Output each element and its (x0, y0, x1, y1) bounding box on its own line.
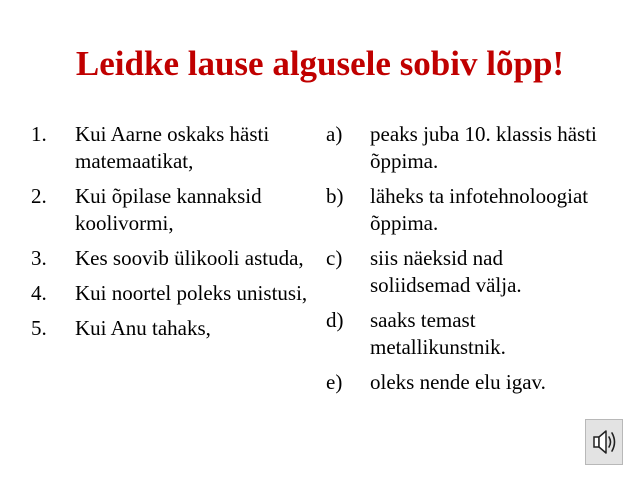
sentence-endings-list (326, 121, 598, 404)
slide-title: Leidke lause algusele sobiv lõpp! (75, 44, 565, 83)
list-item-text: Kes soovib ülikooli astuda, (75, 246, 304, 270)
list-item-text: oleks nende elu igav. (370, 370, 546, 394)
list-item-text: Kui Aarne oskaks hästi matemaatikat, (75, 122, 270, 173)
list-item-marker: a) (326, 122, 343, 146)
list-item (31, 245, 323, 272)
list-item-marker: 4. (31, 281, 47, 305)
list-item-text: peaks juba 10. klassis hästi õppima. (370, 122, 597, 173)
list-item-marker: e) (326, 370, 343, 394)
list-item (326, 369, 598, 396)
list-item-marker: b) (326, 184, 344, 208)
speaker-icon (586, 420, 622, 464)
list-item-marker: d) (326, 308, 344, 332)
list-item-text: Kui Anu tahaks, (75, 316, 211, 340)
list-item-marker: 2. (31, 184, 47, 208)
list-item-text: Kui õpilase kannaksid koolivormi, (75, 184, 262, 235)
list-item-marker: c) (326, 246, 343, 270)
list-item (326, 307, 598, 361)
sentence-beginnings-list (31, 121, 323, 350)
list-item-marker: 5. (31, 316, 47, 340)
list-item-marker: 3. (31, 246, 47, 270)
list-item-text: läheks ta infotehnoloogiat õppima. (370, 184, 589, 235)
list-item (326, 121, 598, 175)
audio-play-button[interactable] (585, 419, 623, 465)
list-item (31, 280, 323, 307)
list-item (31, 183, 323, 237)
list-item (31, 121, 323, 175)
list-item-text: saaks temast metallikunstnik. (370, 308, 506, 359)
list-item-marker: 1. (31, 122, 47, 146)
list-item-text: siis näeksid nad soliidsemad välja. (370, 246, 522, 297)
list-item (326, 245, 598, 299)
list-item (31, 315, 323, 342)
list-item-text: Kui noortel poleks unistusi, (75, 281, 308, 305)
list-item (326, 183, 598, 237)
